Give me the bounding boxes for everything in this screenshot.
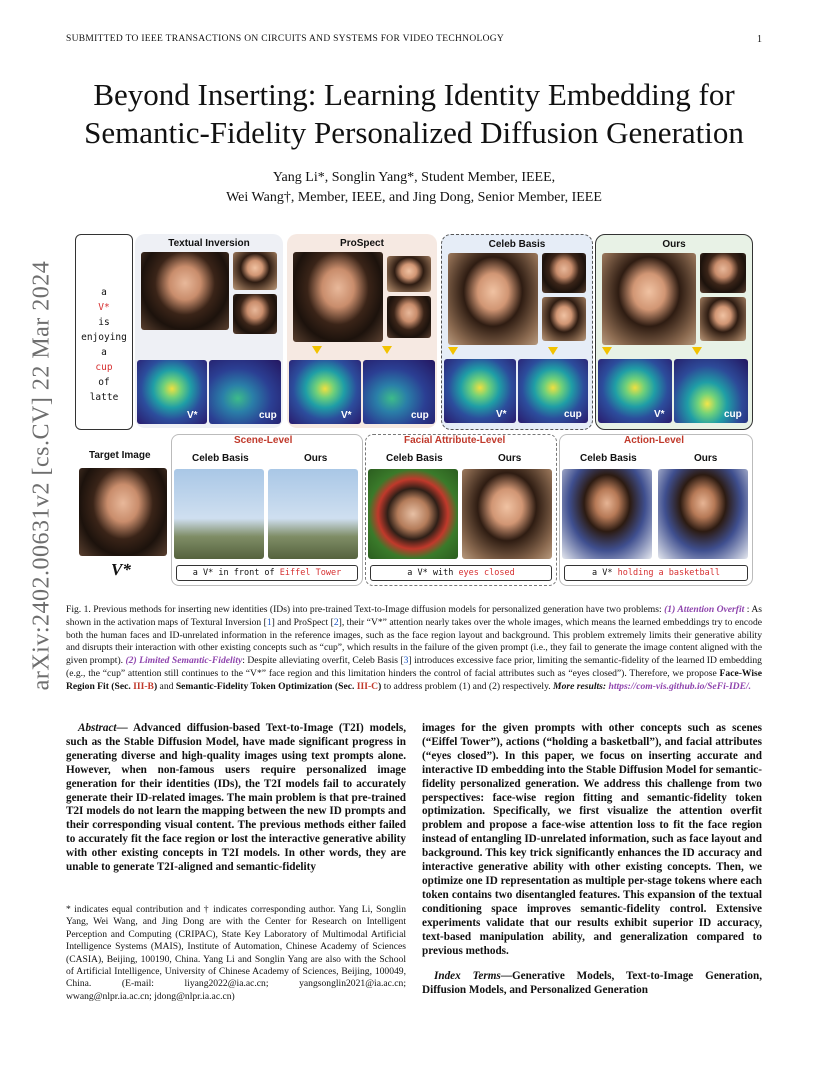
abstract (66, 722, 406, 875)
heat-label: cup (259, 410, 277, 421)
panel-ours (595, 234, 753, 430)
prompt-word: a (101, 347, 107, 358)
reference-image (387, 296, 431, 338)
heat-label: V* (187, 410, 198, 421)
caption-highlight: eyes closed (458, 568, 515, 578)
caption-text: ], their “V*” attention nearly takes over the whole images, which means the learned embeddings try to encode both the human faces and ID-unrelated information in the reference images, such as the face region layout and background. This problem extremely limits their generative ability and disrupts their interaction with other existing concepts such as “cup”, which results in the failure of the given prompt (i.e., they fail to generate the image content aligned with the given prompt). (66, 616, 762, 667)
prompt-word: a (101, 287, 107, 298)
prompt-caption (564, 565, 748, 581)
caption-text: Fig. 1. Previous methods for inserting new identities (IDs) into pre-trained Text-to-Image diffusion models for personalized generation have two problems: (66, 604, 665, 615)
citation-link[interactable]: 3 (403, 655, 409, 667)
generated-image (141, 252, 229, 330)
reference-image (700, 297, 746, 341)
arrow-icon (692, 347, 702, 355)
prompt-word: enjoying (81, 332, 127, 343)
caption-text: : Despite alleviating overfit, Celeb Basis [ (242, 655, 404, 667)
running-head: SUBMITTED TO IEEE TRANSACTIONS ON CIRCUITS AND SYSTEMS FOR VIDEO TECHNOLOGY (66, 34, 505, 44)
prompt-word: is (98, 317, 110, 328)
reference-image (233, 294, 277, 334)
result-image (174, 469, 264, 559)
generated-image (293, 252, 383, 342)
index-terms (422, 970, 762, 998)
abstract-lead: Abstract (78, 722, 117, 734)
section-link[interactable]: III-B (133, 680, 154, 692)
reference-image (233, 252, 277, 290)
generated-image (602, 253, 696, 345)
group-title: Action-Level (624, 435, 685, 446)
caption-text: a V* with (407, 568, 459, 578)
figure-top (75, 234, 753, 430)
caption-bold: ) (378, 680, 382, 692)
result-image (368, 469, 458, 559)
group-action (559, 434, 753, 586)
caption-text: and (157, 680, 176, 692)
caption-highlight: (2) Limited Semantic-Fidelity (125, 655, 243, 667)
result-image (658, 469, 748, 559)
reference-image (542, 253, 586, 293)
panel-celeb-basis (441, 234, 593, 430)
target-token: V* (111, 560, 131, 579)
caption-text: a V* in front of (192, 568, 280, 578)
caption-bold: Semantic-Fidelity Token Optimization (Sec. (175, 680, 357, 692)
heat-label: cup (724, 409, 742, 420)
reference-image (700, 253, 746, 293)
arrow-icon (548, 347, 558, 355)
abstract-continued: images for the given prompts with other concepts such as scenes (“Eiffel Tower”), actions (“holding a basketball”), and facial attributes (“eyes closed”). In this paper, we focus on inserting accurate and interactive ID embedding into the Stable Diffusion Model for semantic-fidelity personalized generation. We address this challenge from two perspectives: face-wise region fitting and semantic-fidelity token optimization. Specifically, we first visualize the attention overfit problem and propose a face-wise attention loss to fit the face region instead of entangling ID-unrelated information, such as face layout and background. This key trick significantly enhances the ID accuracy and interactive generative ability with other existing concepts. Then, we optimize one ID representation as multiple per-stage tokens where each token contains two disentangled features. This expansion of the textual conditioning space improves semantic-fidelity control. Extensive experiments validate that our results exhibit superior ID accuracy, text-based manipulation ability, and generalization compared to previous methods. (422, 722, 762, 957)
panel-title: Textual Inversion (168, 238, 250, 249)
column-label: Celeb Basis (386, 453, 443, 464)
authors-line-2: Wei Wang†, Member, IEEE, and Jing Dong, Senior Member, IEEE (226, 190, 602, 205)
project-url-link[interactable]: https://com-vis.github.io/SeFi-IDE/. (608, 680, 752, 692)
reference-image (387, 256, 431, 292)
caption-text: a V* (592, 568, 618, 578)
prompt-token: V* (98, 302, 110, 313)
caption-highlight: holding a basketball (617, 568, 720, 578)
authors-line-1: Yang Li*, Songlin Yang*, Student Member, IEEE, (272, 170, 556, 185)
arrow-icon (312, 346, 322, 354)
column-label: Celeb Basis (192, 453, 249, 464)
panel-title: Ours (662, 239, 686, 250)
prompt-card (75, 234, 133, 430)
footnote: * indicates equal contribution and † indicates corresponding author. Yang Li, Songlin Yang, Wei Wang, and Jing Dong are with the Center for Research on Intelligent Perception and Computing (CRIPAC), State Key Laboratory of Multimodal Artificial Intelligence Systems (MAIS), Institute of Automation, Chinese Academy of Sciences (CASIA), Beijing, 100190, China. Yang Li and Songlin Yang are also with the School of Artificial Intelligence, University of Chinese Academy of Sciences, Beijing, 100049, China. (E-mail: liyang2022@ia.ac.cn; yangsonglin2021@ia.ac.cn; wwang@nlpr.ia.ac.cn; jdong@nlpr.ia.ac.cn) (66, 904, 406, 1002)
prompt-caption (176, 565, 358, 581)
target-image (79, 468, 167, 556)
caption-bold: Face-Wise Region Fit (Sec. (66, 667, 762, 692)
result-image (268, 469, 358, 559)
section-link[interactable]: III-C (356, 680, 379, 692)
citation-link[interactable]: 1 (266, 616, 272, 628)
heat-label: V* (341, 410, 352, 421)
page-number: 1 (757, 34, 762, 45)
panel-title: ProSpect (340, 238, 384, 249)
column-label: Ours (304, 453, 328, 464)
panel-textual-inversion (135, 234, 283, 428)
reference-image (542, 297, 586, 341)
result-image (562, 469, 652, 559)
heat-label: V* (654, 409, 665, 420)
prompt-word: latte (89, 392, 119, 403)
index-terms-text: —Generative Models, Text-to-Image Generation, Diffusion Models, and Personalized Generation (422, 970, 762, 997)
more-results-label: More results: (553, 680, 609, 692)
column-label: Ours (498, 453, 522, 464)
target-label: Target Image (89, 450, 151, 461)
column-label: Ours (694, 453, 718, 464)
caption-text: ] introduces excessive face prior, limiting the semantic-fidelity of the learned ID embedding (e.g., the “cup” attention still continues to the “V*” face region and this limitation hinders the control of facial attributes such as “eyes closed”). Therefore, we propose (66, 655, 762, 679)
arrow-icon (602, 347, 612, 355)
index-terms-lead: Index Terms (434, 970, 501, 983)
group-title: Scene-Level (234, 435, 293, 446)
paper-title: Beyond Inserting: Learning Identity Embedding for Semantic-Fidelity Personalized Diffusion Generation (84, 77, 744, 150)
arxiv-stamp: arXiv:2402.00631v2 [cs.CV] 22 Mar 2024 (28, 260, 55, 691)
caption-highlight: Eiffel Tower (279, 568, 342, 578)
group-title: Facial Attribute-Level (404, 435, 506, 446)
caption-text: to address problem (1) and (2) respectively. (381, 680, 554, 692)
arrow-icon (448, 347, 458, 355)
heat-label: V* (496, 409, 507, 420)
caption-text: ] and ProSpect [ (271, 616, 334, 628)
caption-highlight: (1) Attention Overfit (664, 604, 745, 615)
group-scene (171, 434, 363, 586)
caption-bold: ) (153, 680, 158, 692)
generated-image (448, 253, 538, 345)
caption-text: : As shown in the activation maps of Textural Inversion [ (66, 604, 762, 628)
panel-title: Celeb Basis (488, 239, 546, 250)
arrow-icon (382, 346, 392, 354)
figure-caption (66, 604, 762, 694)
right-column (422, 722, 762, 998)
abstract-text: — Advanced diffusion-based Text-to-Image (T2I) models, such as the Stable Diffusion Model, have made significant progress in generating diverse and high-quality images using text prompts alone. However, when non-famous users require personalized image generation for their identities (IDs), the T2I models fail to accurately generate their ID-related images. The main problem is that pre-trained T2I models do not learn the mapping between the new ID prompts and their corresponding visual content. The previous methods either failed to accurately fit the face region or lost the interactive generative ability with other existing concepts in T2I models. In other words, they are unable to generate T2I-aligned and semantic-fidelity (66, 722, 406, 874)
group-facial (365, 434, 557, 586)
author-list (70, 168, 758, 208)
result-image (462, 469, 552, 559)
panel-prospect (287, 234, 437, 428)
heat-label: cup (411, 410, 429, 421)
citation-link[interactable]: 2 (333, 616, 339, 628)
column-label: Celeb Basis (580, 453, 637, 464)
prompt-word: of (98, 377, 110, 388)
prompt-caption (370, 565, 552, 581)
figure-bottom (75, 434, 753, 586)
prompt-word: cup (95, 362, 113, 373)
heat-label: cup (564, 409, 582, 420)
